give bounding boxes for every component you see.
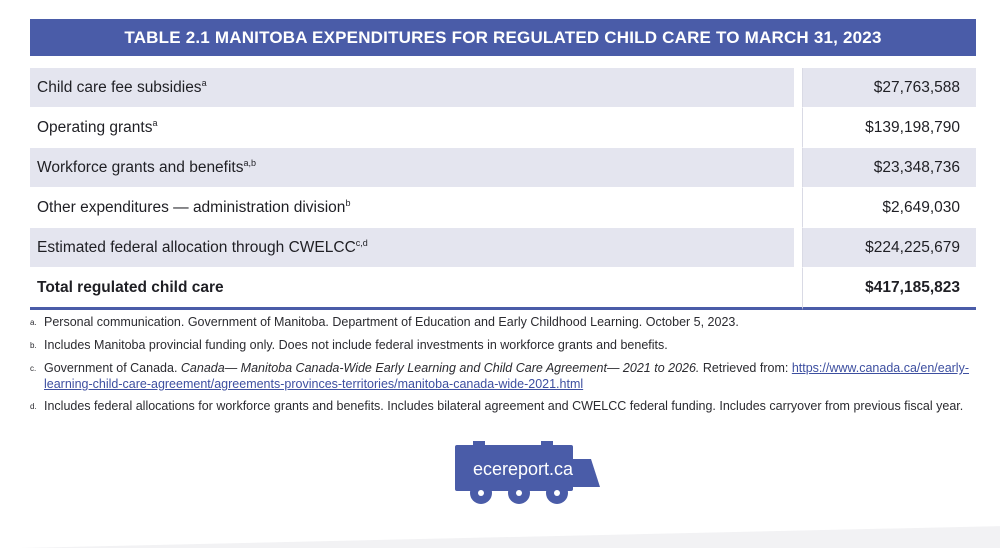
footnote-text: Includes federal allocations for workforce grants and benefits. Includes bilateral agreement and CWELCC federal funding. Includes carryover from previous fiscal year. [44,399,964,413]
agreement-title: Canada— Manitoba Canada-Wide Early Learning and Child Care Agreement— 2021 to 2026. [180,361,700,375]
footnotes [30,314,976,421]
footnote-marker: b. [30,341,37,350]
footnote-text: Personal communication. Government of Manitoba. Department of Education and Early Childhood Learning. October 5, 2023. [44,315,739,329]
footnote-marker: b [345,197,351,208]
footnote-text: Includes Manitoba provincial funding only. Does not include federal investments in workforce grants and benefits. [44,338,668,352]
row-value: $224,225,679 [802,228,976,268]
footnote-marker: a [152,117,158,128]
table-row [30,108,976,148]
row-label: Child care fee subsidies$^a$ [30,68,794,108]
row-value: $23,348,736 [802,148,976,188]
footnote-marker: c. [30,364,37,373]
table-row [30,188,976,228]
row-label: Other expenditures — administration division$^b$ [30,188,794,228]
total-label: Total regulated child care [30,268,794,310]
footnote-marker: d. [30,402,37,411]
footnote-marker: a. [30,318,37,327]
table-title: TABLE 2.1 MANITOBA EXPENDITURES FOR REGULATED CHILD CARE TO MARCH 31, 2023 [30,19,976,56]
total-value: $417,185,823 [802,268,976,310]
row-value: $2,649,030 [802,188,976,228]
table-row [30,228,976,268]
footnote-text: Government of Canada. Canada— Manitoba Canada-Wide Early Learning and Child Care Agreement— 2021 to 2026. Retrieved from: https://www.canada.ca/en/early-learning-child-care-agreement/agreements-provinces-territories/manitoba-canada-wide-2021.html [44,361,970,391]
footnote-marker: a [201,77,207,88]
table-row [30,68,976,108]
source-link[interactable]: https://www.canada.ca/en/early-learning-child-care-agreement/agreements-provinces-territories/manitoba-canada-wide-2021.html [44,361,970,391]
row-value: $139,198,790 [802,108,976,148]
expenditures-table [30,68,976,310]
logo-text: ecereport.ca [472,459,574,479]
footnote [30,337,976,354]
footnote [30,360,976,392]
row-label: Estimated federal allocation through CWELCC$^{c,d}$ [30,228,794,268]
table-row [30,148,976,188]
footnote-marker: a,b [243,157,257,168]
row-label: Operating grants$^a$ [30,108,794,148]
total-row [30,268,976,310]
footnote-marker: c,d [355,237,368,248]
row-label: Workforce grants and benefits$^{a,b}$ [30,148,794,188]
footnote [30,314,976,331]
footnote [30,398,976,415]
row-value: $27,763,588 [802,68,976,108]
